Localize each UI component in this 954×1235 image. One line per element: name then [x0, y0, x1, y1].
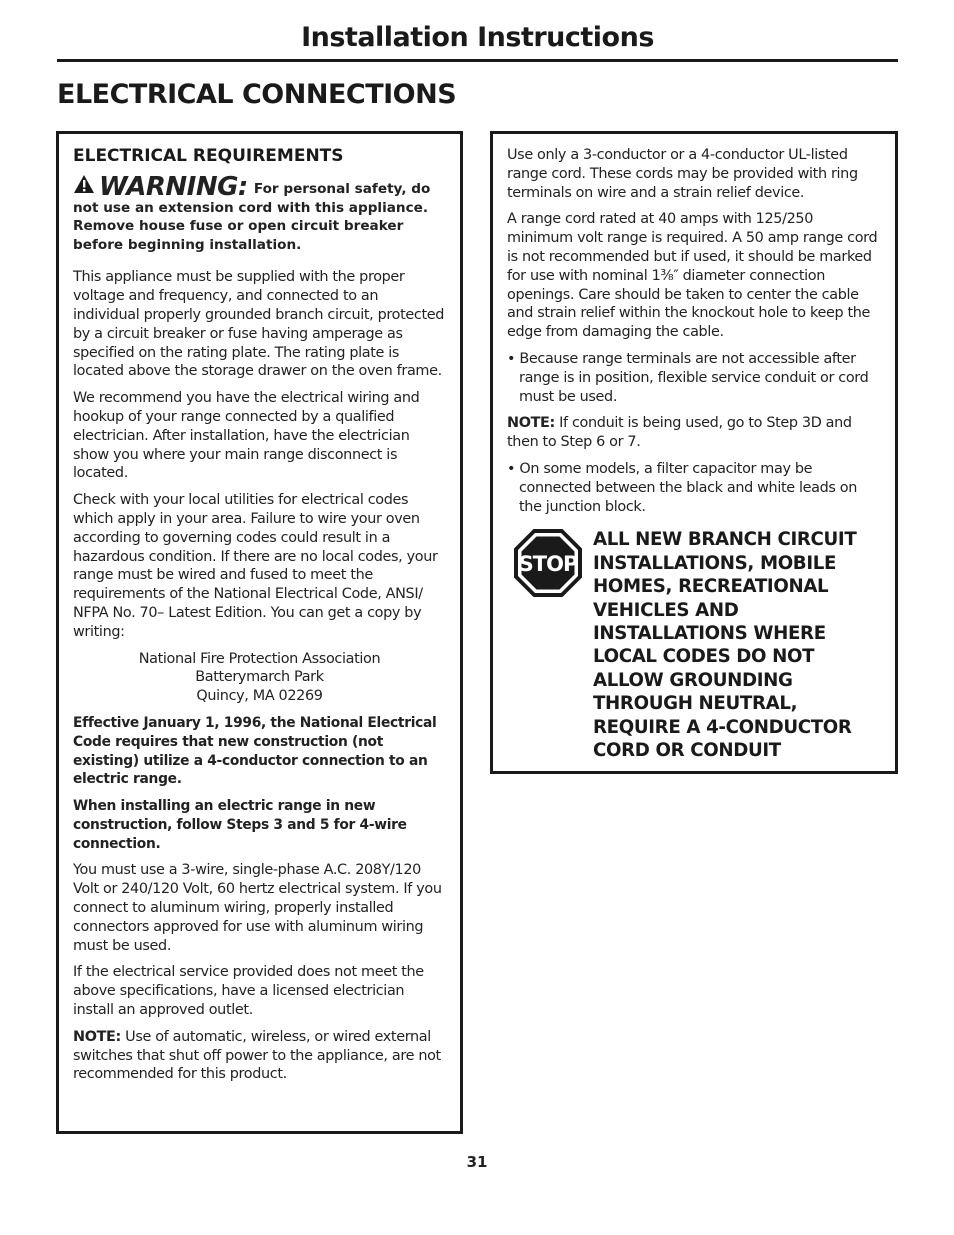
note-text: If conduit is being used, go to Step 3D and then to Step 6 or 7.	[507, 415, 852, 451]
paragraph-supply: This appliance must be supplied with the proper voltage and frequency, and connected to an individual properly grounded branch circuit, protected by a circuit breaker or fuse having amperage as specified on the rating plate. The rating plate is located above the storage drawer on the oven frame.	[73, 269, 445, 380]
address-line: Batterymarch Park	[195, 669, 324, 686]
note-label: NOTE:	[507, 415, 555, 432]
address-block	[73, 650, 446, 706]
range-cord-box	[490, 131, 898, 774]
paragraph-codes: Check with your local utilities for electrical codes which apply in your area. Failure to wire your oven according to governing codes could result in a hazardous condition. If there are no local codes, your range must be wired and fused to meet the requirements of the National Electrical Code, ANSI/ NFPA No. 70– Latest Edition. You can get a copy by writing:	[73, 492, 438, 640]
section-title: ELECTRICAL CONNECTIONS	[57, 79, 457, 110]
warning-triangle-icon	[73, 174, 95, 194]
warning-block	[73, 174, 446, 254]
address-line: Quincy, MA 02269	[196, 688, 323, 705]
note-text: Use of automatic, wireless, or wired external switches that shut off power to the appliance, are not recommended for this product.	[73, 1028, 441, 1083]
page-header-title: Installation Instructions	[301, 22, 654, 53]
bullet-item: • On some models, a filter capacitor may be connected between the black and white leads on the junction block.	[507, 460, 858, 515]
paragraph-electrician: We recommend you have the electrical wiring and hookup of your range connected by a qualified electrician. After installation, have the electrician show you where your main range disconnect is located.	[73, 390, 420, 482]
paragraph-service: If the electrical service provided does not meet the above specifications, have a licensed electrician install an approved outlet.	[73, 964, 424, 1019]
bold-paragraph-new-construction: When installing an electric range in new construction, follow Steps 3 and 5 for 4-wire connection.	[73, 798, 407, 852]
paragraph-3-wire: You must use a 3-wire, single-phase A.C. 208Y/120 Volt or 240/120 Volt, 60 hertz electrical system. If you connect to aluminum wiring, properly installed connectors approved for use with aluminum wiring must be used.	[73, 862, 442, 954]
warning-word: WARNING:	[99, 172, 248, 202]
paragraph-rating: A range cord rated at 40 amps with 125/250 minimum volt range is required. A 50 amp range cord is not recommended but if used, it should be marked for use with nominal 1³⁄₈″ diameter connection openings. Care should be taken to center the cable and strain relief within the knockout hole to keep the edge from damaging the cable.	[507, 211, 878, 341]
stop-warning	[507, 528, 881, 762]
electrical-requirements-box	[56, 131, 463, 1134]
bold-paragraph-1996: Effective January 1, 1996, the National Electrical Code requires that new construction (not existing) utilize a 4-conductor connection to an electric range.	[73, 714, 437, 788]
bullet-item: • Because range terminals are not accessible after range is in position, flexible service conduit or cord must be used.	[507, 350, 869, 405]
warning-text: For personal safety, do not use an extension cord with this appliance. Remove house fuse or open circuit breaker before beginning installation.	[73, 181, 431, 253]
address-line: National Fire Protection Association	[138, 650, 381, 667]
stop-sign-icon	[513, 528, 583, 598]
note-paragraph	[73, 1028, 446, 1084]
subheading: ELECTRICAL REQUIREMENTS	[73, 146, 344, 166]
stop-warning-text: ALL NEW BRANCH CIRCUIT INSTALLATIONS, MOBILE HOMES, RECREATIONAL VEHICLES AND INSTALLATIONS WHERE LOCAL CODES DO NOT ALLOW GROUNDING THROUGH NEUTRAL, REQUIRE A 4-CONDUCTOR CORD OR CONDUIT	[593, 529, 857, 761]
note-label: NOTE:	[73, 1028, 121, 1045]
note-paragraph	[507, 414, 881, 452]
page-number: 31	[466, 1153, 488, 1171]
header-rule	[57, 59, 898, 62]
stop-sign-text: STOP	[518, 552, 578, 577]
paragraph-cord: Use only a 3-conductor or a 4-conductor UL-listed range cord. These cords may be provided with ring terminals on wire and a strain relief device.	[507, 147, 858, 201]
